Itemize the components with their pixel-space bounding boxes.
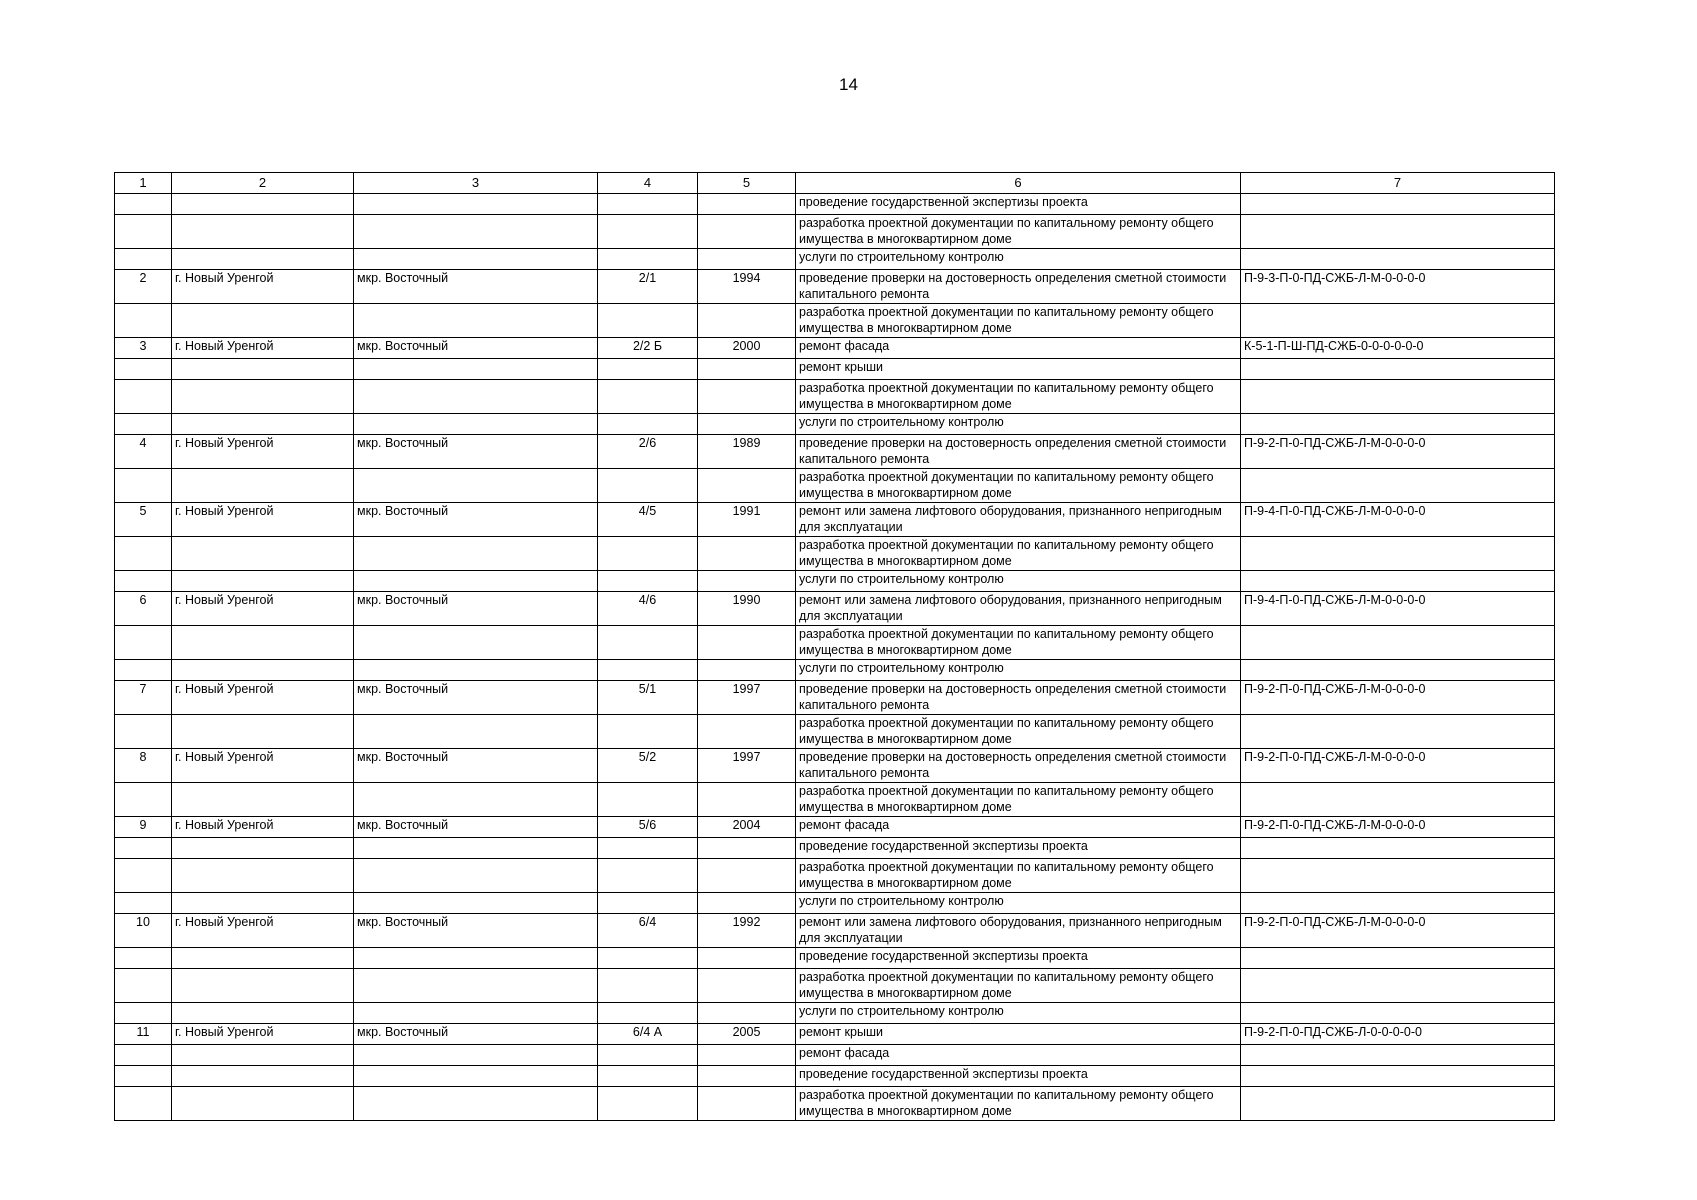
row-number-cell: 4: [115, 435, 172, 469]
work-type-cell: разработка проектной документации по капитальному ремонту общего имущества в многоквартирном доме: [796, 469, 1241, 503]
code-cell: [1241, 1087, 1555, 1121]
table-row: [115, 1087, 1555, 1121]
row-number-cell: 5: [115, 503, 172, 537]
district-cell: [354, 1045, 598, 1066]
work-type-cell: услуги по строительному контролю: [796, 893, 1241, 914]
code-cell: [1241, 893, 1555, 914]
code-cell: [1241, 194, 1555, 215]
table-row: [115, 1066, 1555, 1087]
work-type-cell: проведение проверки на достоверность определения сметной стоимости капитального ремонта: [796, 435, 1241, 469]
district-cell: [354, 715, 598, 749]
house-number-cell: 4/6: [598, 592, 698, 626]
city-cell: [172, 1066, 354, 1087]
code-cell: [1241, 626, 1555, 660]
district-cell: мкр. Восточный: [354, 592, 598, 626]
table-row: [115, 1003, 1555, 1024]
year-cell: [698, 537, 796, 571]
table-row: [115, 338, 1555, 359]
work-type-cell: разработка проектной документации по капитальному ремонту общего имущества в многоквартирном доме: [796, 715, 1241, 749]
house-number-cell: 2/2 Б: [598, 338, 698, 359]
row-number-cell: [115, 660, 172, 681]
work-type-cell: проведение государственной экспертизы проекта: [796, 948, 1241, 969]
column-header-6: 6: [796, 173, 1241, 194]
code-cell: [1241, 838, 1555, 859]
table-row: [115, 859, 1555, 893]
table-row: [115, 893, 1555, 914]
house-number-cell: [598, 215, 698, 249]
house-number-cell: [598, 194, 698, 215]
house-number-cell: [598, 537, 698, 571]
district-cell: [354, 304, 598, 338]
work-type-cell: проведение государственной экспертизы проекта: [796, 194, 1241, 215]
city-cell: [172, 626, 354, 660]
work-type-cell: ремонт или замена лифтового оборудования, признанного непригодным для эксплуатации: [796, 914, 1241, 948]
table-row: [115, 249, 1555, 270]
district-cell: мкр. Восточный: [354, 270, 598, 304]
city-cell: г. Новый Уренгой: [172, 914, 354, 948]
code-cell: К-5-1-П-Ш-ПД-СЖБ-0-0-0-0-0-0: [1241, 338, 1555, 359]
year-cell: [698, 660, 796, 681]
house-number-cell: [598, 948, 698, 969]
row-number-cell: 6: [115, 592, 172, 626]
year-cell: [698, 1087, 796, 1121]
year-cell: [698, 571, 796, 592]
city-cell: г. Новый Уренгой: [172, 503, 354, 537]
district-cell: [354, 215, 598, 249]
year-cell: 2004: [698, 817, 796, 838]
code-cell: [1241, 1066, 1555, 1087]
house-number-cell: [598, 1003, 698, 1024]
code-cell: [1241, 249, 1555, 270]
year-cell: [698, 1045, 796, 1066]
year-cell: [698, 1003, 796, 1024]
house-number-cell: [598, 380, 698, 414]
city-cell: [172, 571, 354, 592]
house-number-cell: [598, 783, 698, 817]
district-cell: [354, 969, 598, 1003]
row-number-cell: [115, 537, 172, 571]
year-cell: [698, 948, 796, 969]
year-cell: [698, 194, 796, 215]
year-cell: 1997: [698, 749, 796, 783]
city-cell: [172, 859, 354, 893]
code-cell: [1241, 304, 1555, 338]
house-number-cell: [598, 715, 698, 749]
work-type-cell: ремонт фасада: [796, 1045, 1241, 1066]
city-cell: [172, 194, 354, 215]
house-number-cell: [598, 626, 698, 660]
row-number-cell: [115, 215, 172, 249]
house-number-cell: 6/4: [598, 914, 698, 948]
work-type-cell: разработка проектной документации по капитальному ремонту общего имущества в многоквартирном доме: [796, 1087, 1241, 1121]
year-cell: 1990: [698, 592, 796, 626]
city-cell: г. Новый Уренгой: [172, 1024, 354, 1045]
code-cell: [1241, 537, 1555, 571]
code-cell: [1241, 859, 1555, 893]
code-cell: [1241, 571, 1555, 592]
row-number-cell: [115, 715, 172, 749]
work-type-cell: разработка проектной документации по капитальному ремонту общего имущества в многоквартирном доме: [796, 215, 1241, 249]
district-cell: [354, 1087, 598, 1121]
column-header-1: 1: [115, 173, 172, 194]
year-cell: [698, 304, 796, 338]
code-cell: П-9-2-П-0-ПД-СЖБ-Л-М-0-0-0-0: [1241, 681, 1555, 715]
code-cell: П-9-2-П-0-ПД-СЖБ-Л-М-0-0-0-0: [1241, 435, 1555, 469]
code-cell: [1241, 715, 1555, 749]
page-number: 14: [839, 75, 858, 94]
table-row: [115, 969, 1555, 1003]
city-cell: [172, 969, 354, 1003]
table-row: [115, 681, 1555, 715]
table-row: [115, 749, 1555, 783]
table-row: [115, 817, 1555, 838]
house-number-cell: 2/6: [598, 435, 698, 469]
row-number-cell: [115, 194, 172, 215]
year-cell: [698, 715, 796, 749]
district-cell: мкр. Восточный: [354, 435, 598, 469]
district-cell: [354, 469, 598, 503]
year-cell: 1992: [698, 914, 796, 948]
district-cell: [354, 660, 598, 681]
row-number-cell: 9: [115, 817, 172, 838]
year-cell: [698, 359, 796, 380]
year-cell: [698, 893, 796, 914]
district-cell: [354, 859, 598, 893]
code-cell: [1241, 469, 1555, 503]
table-row: [115, 783, 1555, 817]
city-cell: [172, 893, 354, 914]
row-number-cell: [115, 1045, 172, 1066]
row-number-cell: [115, 571, 172, 592]
house-number-cell: 5/2: [598, 749, 698, 783]
house-number-cell: [598, 859, 698, 893]
code-cell: [1241, 359, 1555, 380]
capital-repair-table: [114, 172, 1555, 1121]
row-number-cell: [115, 838, 172, 859]
code-cell: [1241, 215, 1555, 249]
work-type-cell: проведение проверки на достоверность определения сметной стоимости капитального ремонта: [796, 681, 1241, 715]
city-cell: [172, 1045, 354, 1066]
work-type-cell: ремонт фасада: [796, 817, 1241, 838]
house-number-cell: [598, 571, 698, 592]
year-cell: [698, 380, 796, 414]
year-cell: 2000: [698, 338, 796, 359]
house-number-cell: [598, 969, 698, 1003]
house-number-cell: [598, 469, 698, 503]
work-type-cell: разработка проектной документации по капитальному ремонту общего имущества в многоквартирном доме: [796, 969, 1241, 1003]
table-row: [115, 626, 1555, 660]
district-cell: мкр. Восточный: [354, 749, 598, 783]
table-row: [115, 270, 1555, 304]
work-type-cell: ремонт фасада: [796, 338, 1241, 359]
code-cell: П-9-4-П-0-ПД-СЖБ-Л-М-0-0-0-0: [1241, 592, 1555, 626]
row-number-cell: [115, 783, 172, 817]
row-number-cell: [115, 626, 172, 660]
work-type-cell: услуги по строительному контролю: [796, 414, 1241, 435]
work-type-cell: ремонт или замена лифтового оборудования, признанного непригодным для эксплуатации: [796, 592, 1241, 626]
district-cell: мкр. Восточный: [354, 1024, 598, 1045]
code-cell: [1241, 380, 1555, 414]
table-row: [115, 359, 1555, 380]
year-cell: [698, 469, 796, 503]
city-cell: г. Новый Уренгой: [172, 681, 354, 715]
table-body: [115, 194, 1555, 1121]
work-type-cell: проведение государственной экспертизы проекта: [796, 1066, 1241, 1087]
row-number-cell: [115, 1066, 172, 1087]
row-number-cell: 7: [115, 681, 172, 715]
year-cell: 1997: [698, 681, 796, 715]
work-type-cell: разработка проектной документации по капитальному ремонту общего имущества в многоквартирном доме: [796, 304, 1241, 338]
code-cell: [1241, 969, 1555, 1003]
table-row: [115, 948, 1555, 969]
district-cell: [354, 537, 598, 571]
house-number-cell: [598, 414, 698, 435]
code-cell: П-9-4-П-0-ПД-СЖБ-Л-М-0-0-0-0: [1241, 503, 1555, 537]
city-cell: г. Новый Уренгой: [172, 817, 354, 838]
row-number-cell: [115, 1087, 172, 1121]
city-cell: [172, 838, 354, 859]
row-number-cell: 10: [115, 914, 172, 948]
row-number-cell: [115, 969, 172, 1003]
code-cell: [1241, 948, 1555, 969]
district-cell: мкр. Восточный: [354, 338, 598, 359]
row-number-cell: [115, 380, 172, 414]
row-number-cell: [115, 414, 172, 435]
city-cell: г. Новый Уренгой: [172, 338, 354, 359]
city-cell: [172, 380, 354, 414]
district-cell: [354, 1003, 598, 1024]
header-row: [115, 173, 1555, 194]
district-cell: [354, 838, 598, 859]
row-number-cell: [115, 859, 172, 893]
year-cell: [698, 1066, 796, 1087]
district-cell: [354, 249, 598, 270]
district-cell: [354, 1066, 598, 1087]
city-cell: [172, 1003, 354, 1024]
year-cell: [698, 414, 796, 435]
work-type-cell: проведение проверки на достоверность определения сметной стоимости капитального ремонта: [796, 270, 1241, 304]
house-number-cell: 2/1: [598, 270, 698, 304]
code-cell: П-9-3-П-0-ПД-СЖБ-Л-М-0-0-0-0: [1241, 270, 1555, 304]
table-row: [115, 592, 1555, 626]
work-type-cell: услуги по строительному контролю: [796, 571, 1241, 592]
table-row: [115, 380, 1555, 414]
table-row: [115, 469, 1555, 503]
table-row: [115, 503, 1555, 537]
table-row: [115, 838, 1555, 859]
table-row: [115, 1024, 1555, 1045]
year-cell: 1991: [698, 503, 796, 537]
year-cell: [698, 249, 796, 270]
district-cell: мкр. Восточный: [354, 681, 598, 715]
district-cell: [354, 571, 598, 592]
district-cell: [354, 194, 598, 215]
city-cell: [172, 1087, 354, 1121]
district-cell: [354, 783, 598, 817]
work-type-cell: ремонт или замена лифтового оборудования, признанного непригодным для эксплуатации: [796, 503, 1241, 537]
work-type-cell: разработка проектной документации по капитальному ремонту общего имущества в многоквартирном доме: [796, 380, 1241, 414]
table-row: [115, 414, 1555, 435]
city-cell: г. Новый Уренгой: [172, 592, 354, 626]
year-cell: [698, 783, 796, 817]
row-number-cell: [115, 304, 172, 338]
district-cell: [354, 380, 598, 414]
city-cell: [172, 304, 354, 338]
house-number-cell: [598, 1087, 698, 1121]
house-number-cell: [598, 359, 698, 380]
district-cell: [354, 414, 598, 435]
city-cell: [172, 469, 354, 503]
column-header-4: 4: [598, 173, 698, 194]
house-number-cell: [598, 838, 698, 859]
code-cell: [1241, 1045, 1555, 1066]
house-number-cell: [598, 1045, 698, 1066]
house-number-cell: [598, 660, 698, 681]
work-type-cell: услуги по строительному контролю: [796, 1003, 1241, 1024]
work-type-cell: проведение проверки на достоверность определения сметной стоимости капитального ремонта: [796, 749, 1241, 783]
row-number-cell: [115, 1003, 172, 1024]
year-cell: 2005: [698, 1024, 796, 1045]
row-number-cell: [115, 948, 172, 969]
district-cell: [354, 948, 598, 969]
row-number-cell: [115, 359, 172, 380]
house-number-cell: [598, 304, 698, 338]
table-row: [115, 660, 1555, 681]
code-cell: [1241, 1003, 1555, 1024]
district-cell: [354, 893, 598, 914]
district-cell: мкр. Восточный: [354, 503, 598, 537]
work-type-cell: разработка проектной документации по капитальному ремонту общего имущества в многоквартирном доме: [796, 859, 1241, 893]
table-row: [115, 914, 1555, 948]
work-type-cell: разработка проектной документации по капитальному ремонту общего имущества в многоквартирном доме: [796, 783, 1241, 817]
city-cell: [172, 249, 354, 270]
city-cell: г. Новый Уренгой: [172, 270, 354, 304]
city-cell: [172, 537, 354, 571]
year-cell: [698, 969, 796, 1003]
column-header-7: 7: [1241, 173, 1555, 194]
code-cell: [1241, 414, 1555, 435]
city-cell: [172, 783, 354, 817]
house-number-cell: 5/1: [598, 681, 698, 715]
code-cell: [1241, 783, 1555, 817]
year-cell: 1994: [698, 270, 796, 304]
year-cell: [698, 859, 796, 893]
city-cell: [172, 948, 354, 969]
house-number-cell: [598, 893, 698, 914]
row-number-cell: 2: [115, 270, 172, 304]
house-number-cell: 6/4 А: [598, 1024, 698, 1045]
row-number-cell: [115, 893, 172, 914]
column-header-3: 3: [354, 173, 598, 194]
work-type-cell: разработка проектной документации по капитальному ремонту общего имущества в многоквартирном доме: [796, 537, 1241, 571]
city-cell: [172, 414, 354, 435]
table-row: [115, 1045, 1555, 1066]
work-type-cell: услуги по строительному контролю: [796, 249, 1241, 270]
column-header-2: 2: [172, 173, 354, 194]
house-number-cell: [598, 249, 698, 270]
year-cell: 1989: [698, 435, 796, 469]
year-cell: [698, 626, 796, 660]
year-cell: [698, 215, 796, 249]
table-row: [115, 571, 1555, 592]
row-number-cell: [115, 249, 172, 270]
code-cell: П-9-2-П-0-ПД-СЖБ-Л-М-0-0-0-0: [1241, 914, 1555, 948]
column-header-5: 5: [698, 173, 796, 194]
code-cell: П-9-2-П-0-ПД-СЖБ-Л-0-0-0-0-0: [1241, 1024, 1555, 1045]
city-cell: г. Новый Уренгой: [172, 435, 354, 469]
work-type-cell: разработка проектной документации по капитальному ремонту общего имущества в многоквартирном доме: [796, 626, 1241, 660]
district-cell: мкр. Восточный: [354, 914, 598, 948]
house-number-cell: [598, 1066, 698, 1087]
district-cell: мкр. Восточный: [354, 817, 598, 838]
row-number-cell: 8: [115, 749, 172, 783]
city-cell: [172, 715, 354, 749]
table-row: [115, 194, 1555, 215]
code-cell: П-9-2-П-0-ПД-СЖБ-Л-М-0-0-0-0: [1241, 749, 1555, 783]
year-cell: [698, 838, 796, 859]
code-cell: [1241, 660, 1555, 681]
code-cell: П-9-2-П-0-ПД-СЖБ-Л-М-0-0-0-0: [1241, 817, 1555, 838]
table-row: [115, 537, 1555, 571]
table-row: [115, 715, 1555, 749]
work-type-cell: ремонт крыши: [796, 1024, 1241, 1045]
city-cell: [172, 359, 354, 380]
table-row: [115, 435, 1555, 469]
work-type-cell: ремонт крыши: [796, 359, 1241, 380]
table-row: [115, 304, 1555, 338]
row-number-cell: 3: [115, 338, 172, 359]
work-type-cell: услуги по строительному контролю: [796, 660, 1241, 681]
district-cell: [354, 626, 598, 660]
work-type-cell: проведение государственной экспертизы проекта: [796, 838, 1241, 859]
house-number-cell: 4/5: [598, 503, 698, 537]
row-number-cell: 11: [115, 1024, 172, 1045]
house-number-cell: 5/6: [598, 817, 698, 838]
city-cell: [172, 660, 354, 681]
city-cell: г. Новый Уренгой: [172, 749, 354, 783]
district-cell: [354, 359, 598, 380]
city-cell: [172, 215, 354, 249]
row-number-cell: [115, 469, 172, 503]
table-row: [115, 215, 1555, 249]
